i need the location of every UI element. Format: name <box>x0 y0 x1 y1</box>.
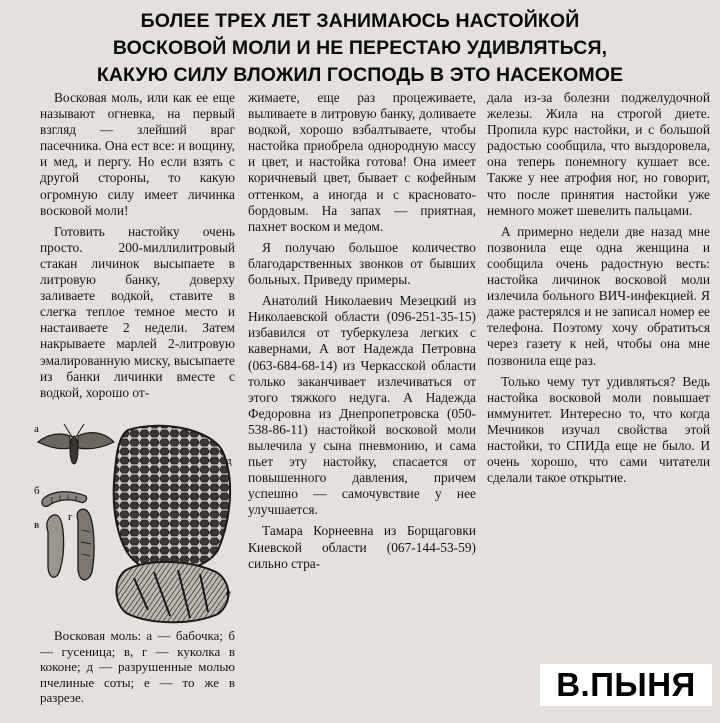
article-column-1 <box>40 90 235 401</box>
author-signature: В.ПЫНЯ <box>540 664 712 706</box>
honeycomb-drawing <box>114 426 230 571</box>
paragraph: Тамара Корнеевна из Борщаговки Киевской области (067-144-53-59) сильно стра- <box>248 523 476 571</box>
larva-drawing <box>42 492 87 507</box>
moth-drawing <box>38 424 114 464</box>
article-column-2 <box>248 90 476 572</box>
pupa-drawing <box>77 509 94 580</box>
paragraph: Восковая моль, или как ее еще называют огневка, на первый взгляд — злейший враг пасечника. Она ест все: и вощину, и мед, и пергу. Но если взять с другой стороны, то какую огромную силу имеет личинка восковой моли! <box>40 90 235 218</box>
figure-label: е <box>226 587 231 599</box>
paragraph: А примерно недели две назад мне позвонила еще одна женщина и сообщила очень радостную весть: настойка личинок восковой моли излечила больного ВИЧ-инфекцией. Я даже растерялся и не записал номер ее телефона. Поэтому хочу обратиться через газету к ней, чтобы она мне позвонила еще раз. <box>487 223 710 368</box>
paragraph: Я получаю большое количество благодарственных звонков от бывших больных. Приведу примеры. <box>248 239 476 288</box>
headline-line-1: БОЛЕЕ ТРЕХ ЛЕТ ЗАНИМАЮСЬ НАСТОЙКОЙ <box>140 10 580 32</box>
paragraph: жимаете, еще раз процеживаете, выливаете в литровую банку, доливаете водкой, хорошо взбалтываете, чтобы настойка приобрела однородную массу и цвет, и настойка готова! Она имеет коричневый цвет, бывает с кофейным оттенком, а иногда и с красновато-бордовым. На запах — приятная, пахнет воском и медом. <box>248 90 476 234</box>
figure-caption <box>40 628 235 706</box>
wax-moth-illustration <box>30 420 242 628</box>
figure-label: в <box>34 519 40 531</box>
comb-section-drawing <box>116 562 228 622</box>
paragraph: дала из-за болезни поджелудочной железы. Жила на строгой диете. Пропила курс настойки, и с большой радостью сообщила, что выздоровела, она теперь понемногу кушает все. Также у нее атрофия ног, но говорит, что после принятия настойки уже немного может шевелить пальцами. <box>487 90 710 218</box>
article-column-3 <box>487 90 710 486</box>
cocoon-drawing <box>47 515 64 577</box>
figure-label: а <box>34 423 39 435</box>
figure-label: г <box>68 511 73 523</box>
figure-label: д <box>226 455 232 467</box>
headline-line-2: ВОСКОВОЙ МОЛИ И НЕ ПЕРЕСТАЮ УДИВЛЯТЬСЯ, <box>112 37 608 59</box>
paragraph: Готовить настойку очень просто. 200-миллилитровый стакан личинок высыпаете в литровую банку, доверху заливаете водкой, ставите в слегка теплое темное место и настаиваете 2 недели. Затем накрываете марлей 2-литровую эмалированную миску, высыпаете из банки личинки вместе с водкой, хорошо от- <box>40 223 235 400</box>
paragraph: Анатолий Николаевич Мезецкий из Николаевской области (096-251-35-15) избавился от туберкулеза легких с кавернами, А вот Надежда Петровна (063-684-68-14) из Черкасской области только заканчивает излечиваться от этого тяжкого недуга. А Надежда Федоровна из Днепропетровска (050-538-86-11) настойкой восковой моли вылечила у сына пневмонию, и сама пьет эту настойку, спасается от повышенного давления, причем успешно — самочувствие у нее улучшается. <box>248 293 476 518</box>
article-headline <box>14 8 706 89</box>
caption-text: Восковая моль: а — бабочка; б — гусеница; в, г — куколка в коконе; д — разрушенные молью пчелиные соты; е — то же в разрезе. <box>40 628 235 706</box>
figure-label: б <box>34 485 40 497</box>
paragraph: Только чему тут удивляться? Ведь настойка восковой моли повышает иммунитет. Интересно то, что когда Мечников изучал свойства этой настойки, то СПИДа еще не было. И очень хорошо, что сами читатели сделали такое открытие. <box>487 373 710 486</box>
headline-line-3: КАКУЮ СИЛУ ВЛОЖИЛ ГОСПОДЬ В ЭТО НАСЕКОМОЕ <box>96 64 624 86</box>
